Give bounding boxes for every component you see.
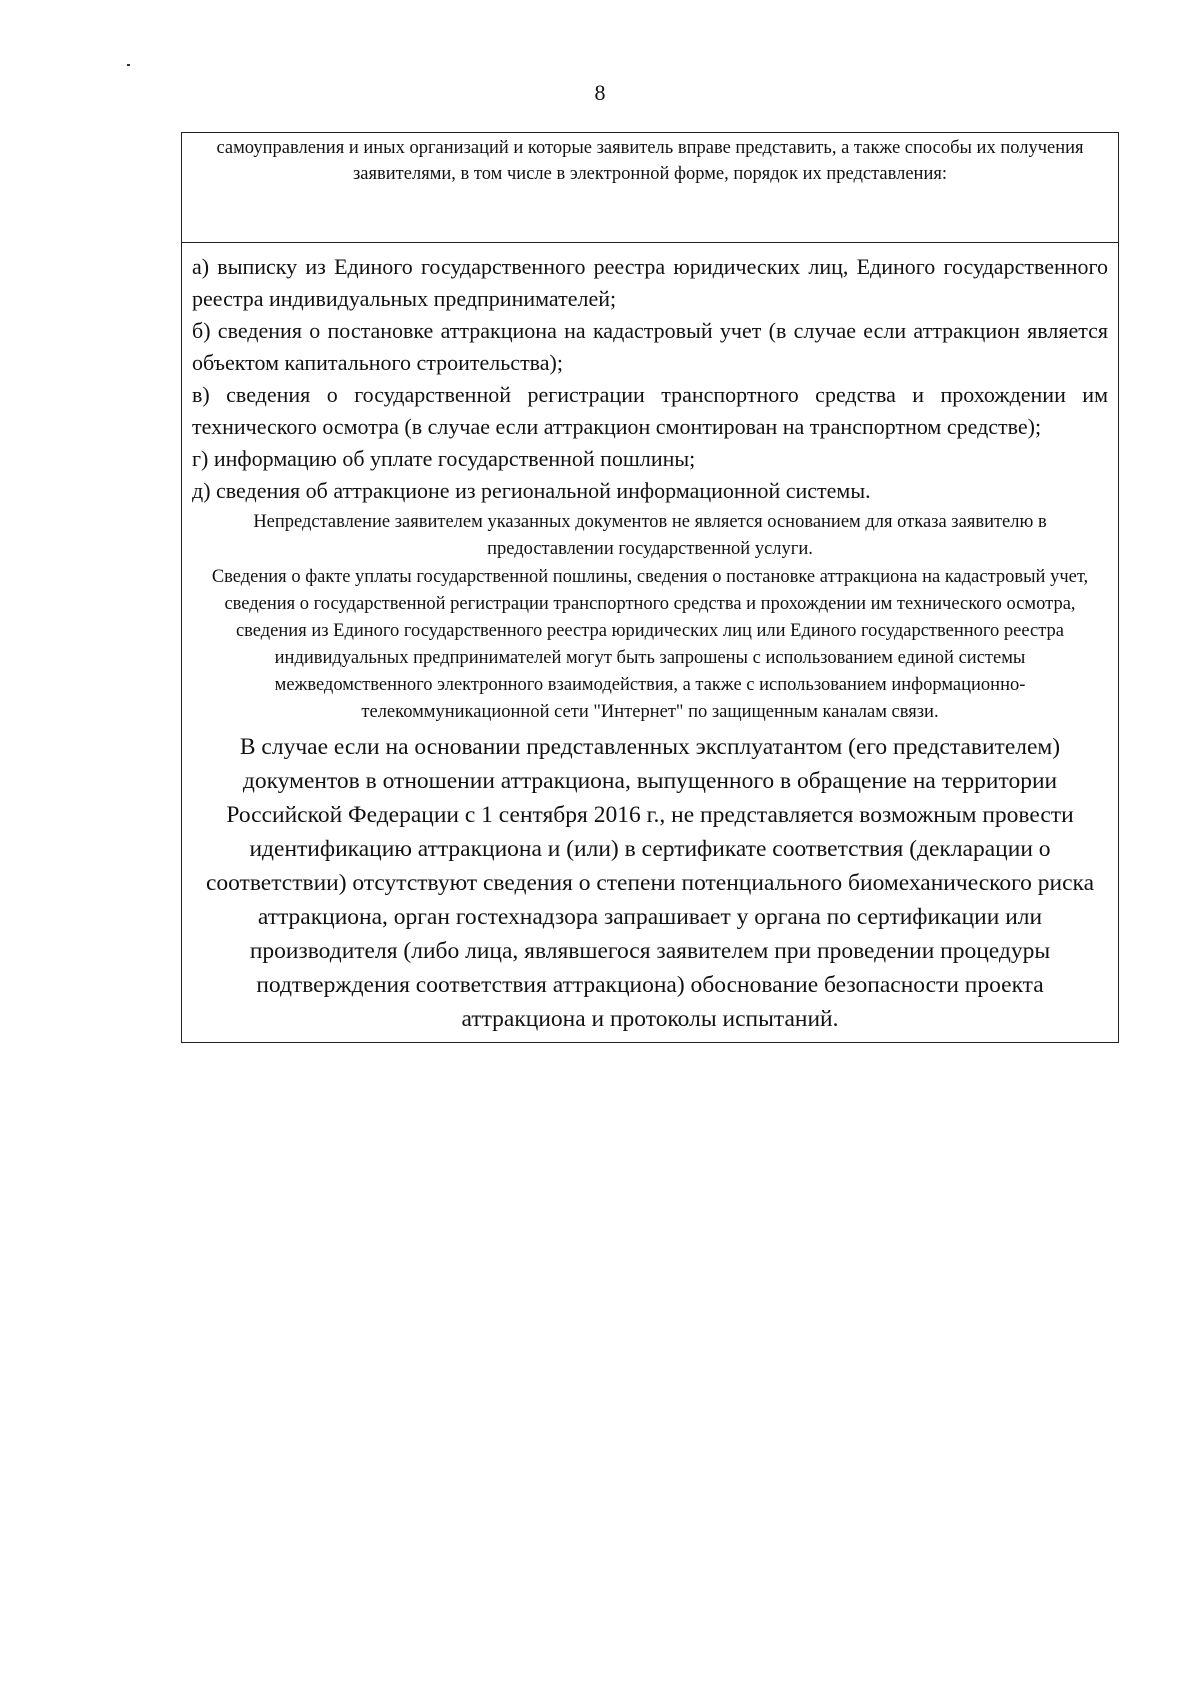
list-item-b: б) сведения о постановке аттракциона на кадастровый учет (в случае если аттракцион является объектом капитального строительства);	[192, 318, 1108, 375]
list-item-d: д) сведения об аттракционе из региональной информационной системы.	[192, 478, 871, 503]
list-item-v: в) сведения о государственной регистрации транспортного средства и прохождении им технического осмотра (в случае если аттракцион смонтирован на транспортном средстве);	[192, 382, 1108, 439]
note-interagency-requests: Сведения о факте уплаты государственной пошлины, сведения о постановке аттракциона на кадастровый учет, сведения о государственной регистрации транспортного средства и прохождении им технического осмотра, сведения из Единого государственного реестра юридических лиц или Единого государственного реестра индивидуальных предпринимателей могут быть запрошены с использованием единой системы межведомственного электронного взаимодействия, а также с использованием информационно-телекоммуникационной сети "Интернет" по защищенным каналам связи.	[211, 567, 1089, 722]
list-item-g: г) информацию об уплате государственной пошлины;	[192, 446, 696, 471]
table-header-cell: самоуправления и иных организаций и которые заявитель вправе представить, а также способы их получения заявителями, в том числе в электронной форме, порядок их представления:	[182, 133, 1118, 243]
note-non-submission: Непредставление заявителем указанных документов не является основанием для отказа заявителю в предоставлении государственной услуги.	[253, 512, 1047, 559]
table-body-cell	[182, 243, 1118, 1042]
scan-speck	[127, 64, 130, 66]
list-item-a: а) выписку из Единого государственного реестра юридических лиц, Единого государственного реестра индивидуальных предпринимателей;	[192, 254, 1108, 311]
document-table	[181, 132, 1119, 1043]
page-number: 8	[594, 80, 606, 105]
final-paragraph: В случае если на основании представленных эксплуатантом (его представителем) документов в отношении аттракциона, выпущенного в обращение на территории Российской Федерации с 1 сентября 2016 г., не представляется возможным провести идентификацию аттракциона и (или) в сертификате соответствия (декларации о соответствии) отсутствуют сведения о степени потенциального биомеханического риска аттракциона, орган гостехнадзора запрашивает у органа по сертификации или производителя (либо лица, являвшегося заявителем при проведении процедуры подтверждения соответствия аттракциона) обоснование безопасности проекта аттракциона и протоколы испытаний.	[205, 734, 1095, 1032]
